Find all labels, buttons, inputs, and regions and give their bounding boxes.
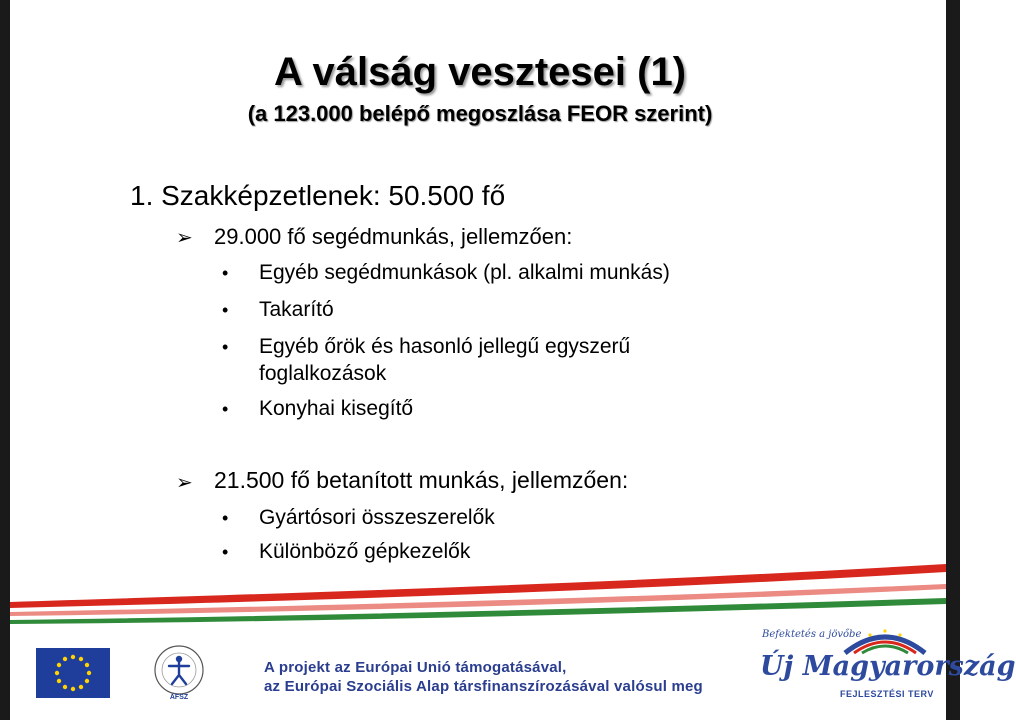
bullet-icon: • [222,337,229,357]
umft-tagline: Befektetés a jövőbe [762,629,862,640]
list-item: Takarító [259,298,334,321]
list-item: Egyéb őrök és hasonló jellegű egyszerű [259,335,631,358]
bullet-icon: • [222,508,229,528]
afsz-logo [142,642,216,702]
bullet-icon: • [222,300,229,320]
bullet-icon: • [222,263,229,283]
umft-subtitle: FEJLESZTÉSI TERV [840,689,934,699]
footer-line-1: A projekt az Európai Unió támogatásával, [264,659,567,676]
group-heading: 21.500 fő betanított munkás, jellemzően: [214,467,629,493]
umft-logo [748,625,1016,715]
section-heading: 1. Szakképzetlenek: 50.500 fő [130,180,506,211]
footer-line-2: az Európai Szociális Alap társfinanszírozásával valósul meg [264,678,703,695]
eu-flag-icon [36,648,110,698]
arrow-bullet-icon: ➢ [176,227,193,249]
list-item-continuation: foglalkozások [259,362,387,385]
list-item: Egyéb segédmunkások (pl. alkalmi munkás) [259,261,670,284]
slide-title: A válság vesztesei (1) [273,50,687,94]
group-heading: 29.000 fő segédmunkás, jellemzően: [214,224,573,249]
umft-name: Új Magyarország [760,651,1016,682]
list-item: Konyhai kisegítő [259,397,414,420]
bullet-icon: • [222,399,229,419]
tricolor-swoosh [10,550,946,630]
list-item: Gyártósori összeszerelők [259,506,495,529]
arrow-bullet-icon: ➢ [176,472,193,494]
afsz-label: ÁFSZ [169,694,189,701]
list-item: Különböző gépkezelők [259,540,471,563]
bullet-icon: • [222,542,229,562]
slide-subtitle: (a 123.000 belépő megoszlása FEOR szerint) [247,101,713,126]
